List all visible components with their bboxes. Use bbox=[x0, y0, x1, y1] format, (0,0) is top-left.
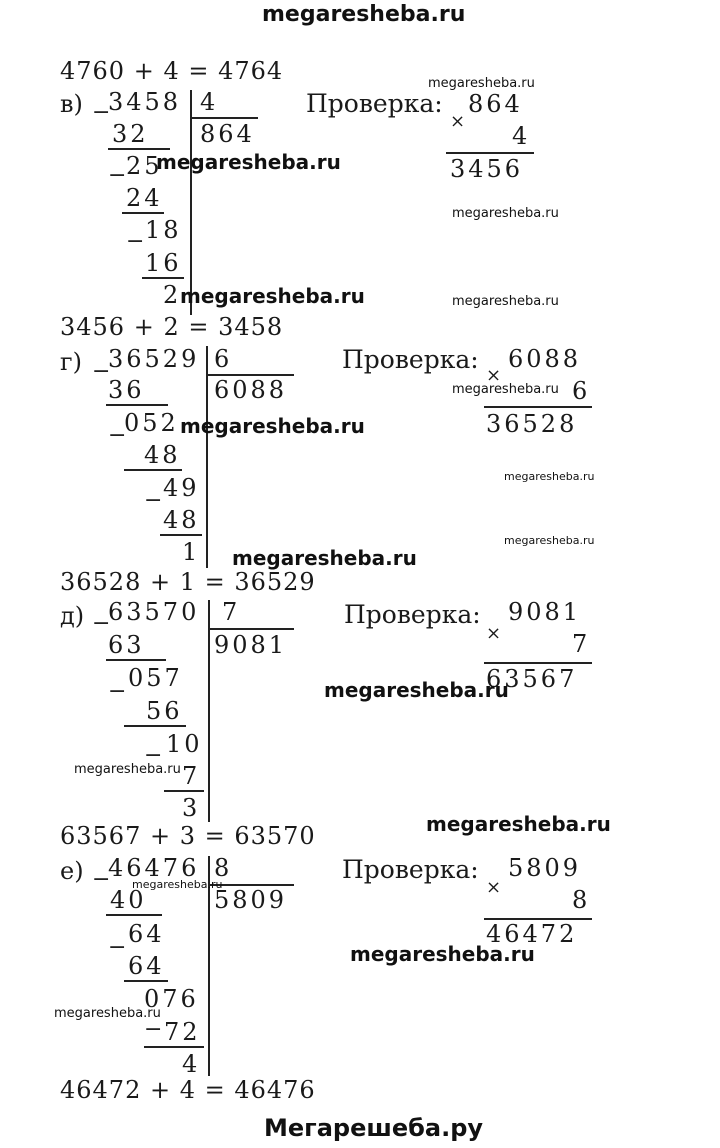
watermark: megaresheba.ru bbox=[452, 294, 559, 309]
step-underline bbox=[106, 914, 162, 916]
step-subtrahend: 16 bbox=[145, 249, 182, 277]
division-vertical-line bbox=[208, 600, 210, 822]
step-underline bbox=[124, 980, 168, 982]
watermark: megaresheba.ru bbox=[54, 1006, 161, 1021]
dividend: 46476 bbox=[108, 854, 200, 882]
check-factor-a: 864 bbox=[468, 90, 523, 118]
check-factor-b: 4 bbox=[512, 122, 531, 150]
check-label: Проверка: bbox=[342, 855, 479, 884]
step-remainder: 076 bbox=[144, 985, 199, 1013]
final-remainder: 2 bbox=[163, 281, 182, 309]
watermark: megaresheba.ru bbox=[452, 382, 559, 397]
verification-equation: 3456 + 2 = 3458 bbox=[60, 313, 284, 341]
verification-equation: 36528 + 1 = 36529 bbox=[60, 568, 316, 596]
minus-sign: − bbox=[108, 423, 127, 448]
verification-equation: 63567 + 3 = 63570 bbox=[60, 822, 316, 850]
verification-equation: 46472 + 4 = 46476 bbox=[60, 1076, 316, 1104]
minus-sign: − bbox=[92, 867, 111, 892]
step-subtrahend: 36 bbox=[108, 376, 145, 404]
divisor: 8 bbox=[214, 854, 233, 882]
quotient: 864 bbox=[200, 120, 255, 148]
step-subtrahend: 40 bbox=[110, 886, 147, 914]
watermark: megaresheba.ru bbox=[232, 546, 417, 570]
divisor: 7 bbox=[222, 598, 241, 626]
check-factor-b: 8 bbox=[572, 886, 591, 914]
minus-sign: − bbox=[144, 1017, 163, 1042]
final-remainder: 3 bbox=[182, 794, 201, 822]
step-remainder: 64 bbox=[128, 920, 165, 948]
top-equation: 4760 + 4 = 4764 bbox=[60, 57, 284, 85]
watermark: megaresheba.ru bbox=[156, 150, 341, 174]
step-remainder: 052 bbox=[124, 409, 179, 437]
quotient: 6088 bbox=[214, 376, 288, 404]
divisor-underline bbox=[190, 117, 258, 119]
minus-sign: − bbox=[92, 611, 111, 636]
step-subtrahend: 56 bbox=[146, 697, 183, 725]
step-subtrahend: 24 bbox=[126, 184, 163, 212]
step-underline bbox=[142, 277, 184, 279]
quotient: 5809 bbox=[214, 886, 288, 914]
step-subtrahend: 64 bbox=[128, 952, 165, 980]
step-underline bbox=[124, 725, 186, 727]
divisor-underline bbox=[208, 628, 294, 630]
check-result: 46472 bbox=[486, 920, 578, 948]
final-remainder: 1 bbox=[182, 538, 201, 566]
step-underline bbox=[164, 790, 204, 792]
multiply-sign: × bbox=[486, 365, 502, 386]
step-subtrahend: 32 bbox=[112, 120, 149, 148]
minus-sign: − bbox=[108, 163, 127, 188]
watermark: megaresheba.ru bbox=[180, 284, 365, 308]
multiply-sign: × bbox=[450, 111, 466, 132]
step-remainder: 49 bbox=[163, 474, 200, 502]
problem-label: д) bbox=[60, 602, 85, 630]
minus-sign: − bbox=[108, 679, 127, 704]
step-underline bbox=[144, 1046, 204, 1048]
dividend: 63570 bbox=[108, 598, 200, 626]
watermark: megaresheba.ru bbox=[74, 762, 181, 777]
watermark: megaresheba.ru bbox=[426, 812, 611, 836]
step-subtrahend: 48 bbox=[144, 441, 181, 469]
division-vertical-line bbox=[206, 346, 208, 568]
check-underline bbox=[484, 406, 592, 408]
problem-label: в) bbox=[60, 90, 83, 118]
minus-sign: − bbox=[144, 743, 163, 768]
check-result: 63567 bbox=[486, 665, 578, 693]
divisor: 6 bbox=[214, 345, 233, 373]
footer-site-name: Мегарешеба.ру bbox=[264, 1114, 484, 1142]
check-underline bbox=[446, 152, 534, 154]
step-underline bbox=[106, 659, 166, 661]
problem-label: е) bbox=[60, 857, 84, 885]
step-subtrahend: 48 bbox=[163, 506, 200, 534]
step-remainder: 25 bbox=[126, 152, 163, 180]
step-remainder: 057 bbox=[128, 664, 183, 692]
watermark: megaresheba.ru bbox=[132, 878, 223, 891]
minus-sign: − bbox=[108, 935, 127, 960]
check-underline bbox=[484, 662, 592, 664]
step-underline bbox=[160, 534, 202, 536]
step-remainder: 10 bbox=[166, 730, 203, 758]
step-underline bbox=[106, 404, 168, 406]
check-result: 36528 bbox=[486, 410, 578, 438]
quotient: 9081 bbox=[214, 631, 288, 659]
division-vertical-line bbox=[190, 90, 192, 315]
watermark: megaresheba.ru bbox=[180, 414, 365, 438]
check-factor-a: 5809 bbox=[508, 854, 582, 882]
problem-label: г) bbox=[60, 348, 82, 376]
watermark: megaresheba.ru bbox=[504, 470, 595, 483]
minus-sign: − bbox=[92, 100, 111, 125]
watermark: megaresheba.ru bbox=[428, 76, 535, 91]
dividend: 3458 bbox=[108, 88, 182, 116]
minus-sign: − bbox=[144, 488, 163, 513]
watermark: megaresheba.ru bbox=[324, 678, 509, 702]
step-subtrahend: 72 bbox=[164, 1018, 201, 1046]
step-underline bbox=[122, 212, 164, 214]
check-factor-a: 6088 bbox=[508, 345, 582, 373]
check-factor-b: 7 bbox=[572, 630, 591, 658]
minus-sign: − bbox=[92, 359, 111, 384]
check-factor-a: 9081 bbox=[508, 598, 582, 626]
dividend: 36529 bbox=[108, 345, 200, 373]
step-subtrahend: 63 bbox=[108, 631, 145, 659]
check-factor-b: 6 bbox=[572, 377, 591, 405]
step-subtrahend: 7 bbox=[182, 762, 201, 790]
watermark: megaresheba.ru bbox=[504, 534, 595, 547]
check-label: Проверка: bbox=[344, 600, 481, 629]
final-remainder: 4 bbox=[182, 1050, 201, 1078]
step-underline bbox=[124, 469, 182, 471]
step-remainder: 18 bbox=[145, 216, 182, 244]
minus-sign: − bbox=[126, 229, 145, 254]
multiply-sign: × bbox=[486, 877, 502, 898]
watermark: megaresheba.ru bbox=[452, 206, 559, 221]
divisor: 4 bbox=[200, 88, 219, 116]
check-label: Проверка: bbox=[342, 345, 479, 374]
multiply-sign: × bbox=[486, 623, 502, 644]
header-site-name: megaresheba.ru bbox=[262, 2, 466, 27]
check-label: Проверка: bbox=[306, 89, 443, 118]
watermark: megaresheba.ru bbox=[350, 942, 535, 966]
check-result: 3456 bbox=[450, 155, 524, 183]
